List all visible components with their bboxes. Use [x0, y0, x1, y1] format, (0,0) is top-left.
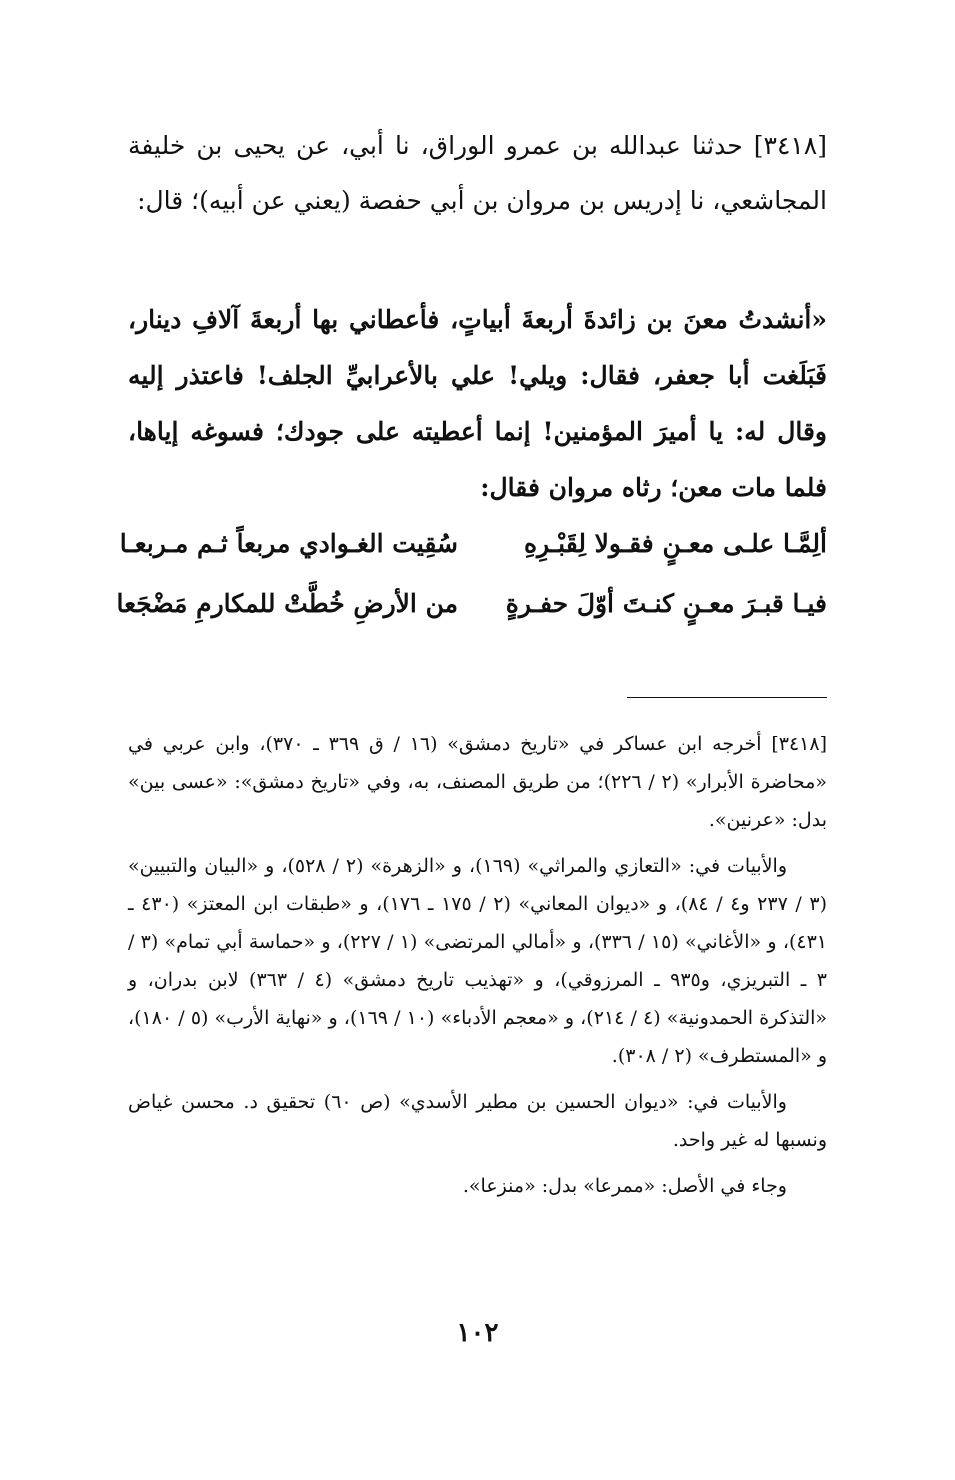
isnad-text: حدثنا عبدالله بن عمرو الوراق، نا أبي، عن يحيى بن خليفة المجاشعي، نا إدريس بن مروان بن أبي حفصة (يعني عن أبيه)؛ قال:: [128, 131, 827, 215]
footnote-takhrij: [٣٤١٨] أخرجه ابن عساكر في «تاريخ دمشق» (١٦ / ق ٣٦٩ ـ ٣٧٠)، وابن عربي في «محاضرة الأبرار» (٢ / ٢٢٦)؛ من طريق المصنف، به، وفي «تاريخ دمشق»: «عسى بين» بدل: «عرنين».: [128, 733, 827, 831]
hadith-number: [٣٤١٨]: [753, 131, 827, 160]
verse-second-hemistich: سُقِيت الغـوادي مربعاً ثـم مـربعـا: [119, 529, 458, 558]
verse-second-hemistich: من الأرضِ خُطَّتْ للمكارمِ مَضْجَعا: [116, 589, 458, 618]
poem-verse: [119, 514, 827, 574]
footnote-variant: وجاء في الأصل: «ممرعا» بدل: «منزعا».: [462, 1175, 787, 1197]
poem: [116, 514, 827, 634]
verse-first-hemistich: ألِمَّـا علـى معـنٍ فقـولا لِقَبْـرِهِ: [523, 529, 827, 558]
footnote-separator: [627, 697, 827, 698]
hadith-text: «أنشدتُ معنَ بن زائدةَ أربعةَ أبياتٍ، فأعطاني بها أربعةَ آلافِ دينار، فَبَلَغت أبا جعفر، فقال: ويلي! علي بالأعرابيِّ الجلف! فاعتذر إليه وقال له: يا أميرَ المؤمنين! إنما أعطيته على جودك؛ فسوغه إياها، فلما مات معن؛ رثاه مروان فقال:: [128, 305, 827, 502]
verse-first-hemistich: فيـا قبـرَ معـنٍ كنـتَ أوّلَ حفـرةٍ: [505, 589, 827, 618]
footnote-sources: والأبيات في: «التعازي والمراثي» (١٦٩)، و «الزهرة» (٢ / ٥٢٨)، و «البيان والتبيين» (٣ / ٢٣٧ و٤ / ٨٤)، و «ديوان المعاني» (٢ / ١٧٥ ـ ١٧٦)، و «طبقات ابن المعتز» (٤٣٠ ـ ٤٣١)، و «الأغاني» (١٥ / ٣٣٦)، و «أمالي المرتضى» (١ / ٢٢٧)، و «حماسة أبي تمام» (٣ / ٣ ـ التبريزي، و٩٣٥ ـ المرزوقي)، و «تهذيب تاريخ دمشق» (٤ / ٣٦٣) لابن بدران، و «التذكرة الحمدونية» (٤ / ٢١٤)، و «معجم الأدباء» (١٠ / ١٦٩)، و «نهاية الأرب» (٥ / ١٨٠)، و «المستطرف» (٢ / ٣٠٨).: [128, 855, 828, 1067]
footnotes: [128, 725, 827, 1213]
hadith-isnad: [128, 118, 827, 228]
page-number: ١٠٢: [456, 1318, 499, 1348]
poem-verse: [116, 574, 827, 634]
footnote-diwan: والأبيات في: «ديوان الحسين بن مطير الأسدي» (ص ٦٠) تحقيق د. محسن غياض ونسبها له غير واحد.: [128, 1091, 827, 1151]
